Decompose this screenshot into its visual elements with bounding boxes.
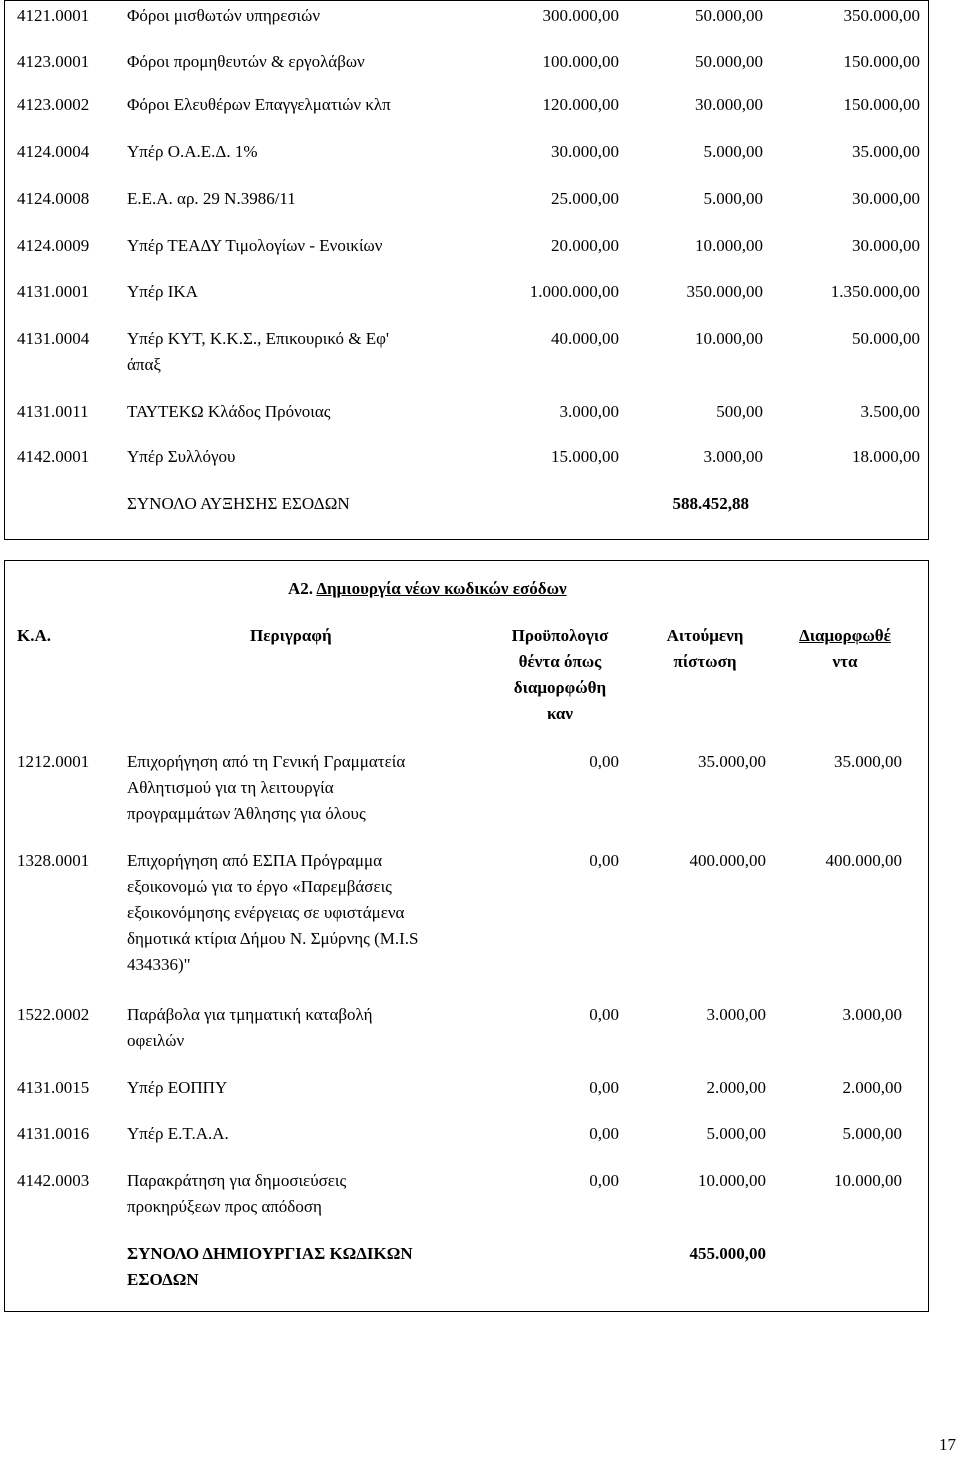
row-description: Φόροι μισθωτών υπηρεσιών [127, 6, 321, 25]
row-code: 1522.0002 [17, 1005, 90, 1024]
total-label [127, 1241, 467, 1293]
row-budget-value: 0,00 [589, 1171, 619, 1190]
header-formed-line: ντα [832, 652, 858, 671]
description-line: Αθλητισμού για τη λειτουργία [127, 778, 334, 797]
header-requested [645, 623, 765, 675]
row-final-value: 35.000,00 [852, 142, 920, 161]
row-budget-value: 0,00 [589, 1005, 619, 1024]
row-code: 4131.0016 [17, 1124, 90, 1143]
row-description: Ε.Ε.Α. αρ. 29 Ν.3986/11 [127, 189, 296, 208]
row-code: 1328.0001 [17, 851, 90, 870]
description-line: Υπέρ Ε.Τ.Α.Α. [127, 1124, 229, 1143]
row-description: Υπέρ Συλλόγου [127, 447, 236, 466]
new-codes-table [4, 560, 929, 1312]
row-code: 4131.0015 [17, 1078, 90, 1097]
row-requested-value: 35.000,00 [698, 752, 766, 771]
header-formed [785, 623, 905, 675]
row-description: Υπέρ ΚΥΤ, Κ.Κ.Σ., Επικουρικό & Εφ' [127, 329, 389, 348]
row-formed-value: 35.000,00 [834, 752, 902, 771]
row-requested-value: 10.000,00 [698, 1171, 766, 1190]
row-code: 1212.0001 [17, 752, 90, 771]
row-description [127, 848, 467, 978]
row-change-value: 5.000,00 [703, 142, 763, 161]
row-final-value: 150.000,00 [843, 95, 920, 114]
section-number: Α2. [288, 579, 314, 598]
section-title-text: Δημιουργία νέων κωδικών εσόδων [316, 579, 567, 598]
row-description [127, 1121, 467, 1147]
increase-table [4, 0, 929, 540]
row-description: Υπέρ ΤΕΑΔΥ Τιμολογίων - Ενοικίων [127, 236, 383, 255]
row-change-value: 500,00 [716, 402, 763, 421]
row-initial-value: 25.000,00 [551, 189, 619, 208]
description-line: Παράβολα για τμηματική καταβολή [127, 1005, 373, 1024]
row-initial-value: 300.000,00 [542, 6, 619, 25]
description-line: εξοικονομώ για το έργο «Παρεμβάσεις [127, 877, 392, 896]
row-final-value: 3.500,00 [860, 402, 920, 421]
row-code: 4124.0008 [17, 189, 90, 208]
row-initial-value: 15.000,00 [551, 447, 619, 466]
total-label-line: ΕΣΟΔΩΝ [127, 1270, 199, 1289]
row-description: ΤΑΥΤΕΚΩ Κλάδος Πρόνοιας [127, 402, 331, 421]
row-code: 4142.0003 [17, 1171, 90, 1190]
row-final-value: 18.000,00 [852, 447, 920, 466]
header-requested-line: πίστωση [673, 652, 737, 671]
row-description [127, 1168, 467, 1220]
row-code: 4124.0004 [17, 142, 90, 161]
header-budget-line: Προϋπολογισ [511, 626, 609, 645]
row-budget-value: 0,00 [589, 752, 619, 771]
row-initial-value: 40.000,00 [551, 329, 619, 348]
row-initial-value: 120.000,00 [542, 95, 619, 114]
row-final-value: 50.000,00 [852, 329, 920, 348]
row-requested-value: 5.000,00 [706, 1124, 766, 1143]
row-change-value: 3.000,00 [703, 447, 763, 466]
description-line: Επιχορήγηση από ΕΣΠΑ Πρόγραμμα [127, 851, 382, 870]
row-change-value: 50.000,00 [695, 52, 763, 71]
header-requested-line: Αιτούμενη [666, 626, 744, 645]
page-number: 17 [939, 1435, 956, 1454]
row-description [127, 1075, 467, 1101]
description-line: Επιχορήγηση από τη Γενική Γραμματεία [127, 752, 406, 771]
total-label-line: ΣΥΝΟΛΟ ΔΗΜΙΟΥΡΓΙΑΣ ΚΩΔΙΚΩΝ [127, 1244, 413, 1263]
row-formed-value: 2.000,00 [842, 1078, 902, 1097]
description-line: εξοικονόμησης ενέργειας σε υφιστάμενα [127, 903, 405, 922]
description-line: Υπέρ ΕΟΠΠΥ [127, 1078, 228, 1097]
row-final-value: 30.000,00 [852, 189, 920, 208]
row-budget-value: 0,00 [589, 1078, 619, 1097]
header-budget-line: καν [546, 704, 574, 723]
row-initial-value: 20.000,00 [551, 236, 619, 255]
header-formed-line: Διαμορφωθέ [799, 626, 891, 645]
row-requested-value: 3.000,00 [706, 1005, 766, 1024]
row-description: Υπέρ ΙΚΑ [127, 282, 198, 301]
row-change-value: 350.000,00 [686, 282, 763, 301]
header-budget-line: θέντα όπως [518, 652, 602, 671]
description-line: προγραμμάτων Άθλησης για όλους [127, 804, 366, 823]
row-final-value: 1.350.000,00 [830, 282, 920, 301]
row-code: 4124.0009 [17, 236, 90, 255]
total-label: ΣΥΝΟΛΟ ΑΥΞΗΣΗΣ ΕΣΟΔΩΝ [127, 494, 350, 513]
row-code: 4131.0001 [17, 282, 90, 301]
row-formed-value: 10.000,00 [834, 1171, 902, 1190]
header-description: Περιγραφή [250, 626, 332, 645]
row-requested-value: 2.000,00 [706, 1078, 766, 1097]
row-description: Φόροι Ελευθέρων Επαγγελματιών κλπ [127, 95, 391, 114]
row-description [127, 1002, 467, 1054]
row-requested-value: 400.000,00 [689, 851, 766, 870]
row-initial-value: 30.000,00 [551, 142, 619, 161]
row-initial-value: 1.000.000,00 [529, 282, 619, 301]
row-budget-value: 0,00 [589, 851, 619, 870]
row-code: 4142.0001 [17, 447, 90, 466]
total-value: 455.000,00 [689, 1244, 766, 1263]
row-description [127, 749, 467, 827]
row-description-continued: άπαξ [127, 355, 161, 374]
row-change-value: 10.000,00 [695, 236, 763, 255]
description-line: 434336)" [127, 955, 191, 974]
header-budget-line: διαμορφώθη [513, 678, 607, 697]
row-initial-value: 3.000,00 [559, 402, 619, 421]
description-line: οφειλών [127, 1031, 185, 1050]
header-ka: Κ.Α. [17, 626, 51, 645]
row-code: 4131.0004 [17, 329, 90, 348]
header-budget [495, 623, 625, 727]
row-code: 4131.0011 [17, 402, 89, 421]
row-formed-value: 400.000,00 [825, 851, 902, 870]
row-code: 4121.0001 [17, 6, 90, 25]
row-final-value: 30.000,00 [852, 236, 920, 255]
row-formed-value: 5.000,00 [842, 1124, 902, 1143]
description-line: δημοτικά κτίρια Δήμου Ν. Σμύρνης (Μ.Ι.S [127, 929, 419, 948]
row-code: 4123.0002 [17, 95, 90, 114]
description-line: Παρακράτηση για δημοσιεύσεις [127, 1171, 347, 1190]
row-initial-value: 100.000,00 [542, 52, 619, 71]
row-change-value: 10.000,00 [695, 329, 763, 348]
row-budget-value: 0,00 [589, 1124, 619, 1143]
row-final-value: 350.000,00 [843, 6, 920, 25]
row-formed-value: 3.000,00 [842, 1005, 902, 1024]
row-code: 4123.0001 [17, 52, 90, 71]
row-final-value: 150.000,00 [843, 52, 920, 71]
row-change-value: 5.000,00 [703, 189, 763, 208]
row-change-value: 50.000,00 [695, 6, 763, 25]
description-line: προκηρύξεων προς απόδοση [127, 1197, 322, 1216]
row-description: Φόροι προμηθευτών & εργολάβων [127, 52, 365, 71]
row-change-value: 30.000,00 [695, 95, 763, 114]
row-description: Υπέρ Ο.Α.Ε.Δ. 1% [127, 142, 258, 161]
total-value: 588.452,88 [672, 494, 749, 513]
